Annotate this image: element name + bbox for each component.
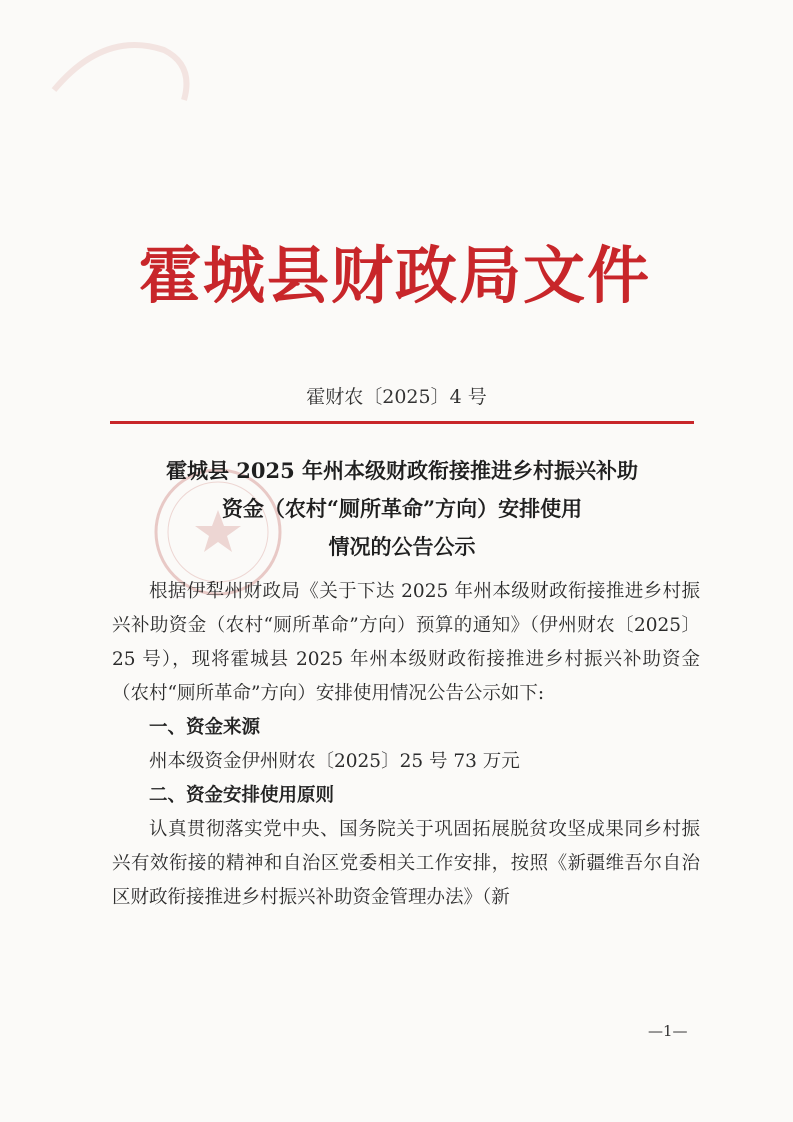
red-divider-line xyxy=(110,421,694,424)
document-body xyxy=(112,575,700,915)
page-number: —1— xyxy=(648,1022,688,1040)
intro-paragraph: 根据伊犁州财政局《关于下达 2025 年州本级财政衔接推进乡村振兴补助资金（农村“厕所革命”方向）预算的通知》（伊州财农〔2025〕25 号），现将霍城县 2025 年州本级财政衔接推进乡村振兴补助资金（农村“厕所革命”方向）安排使用情况公告公示如下: xyxy=(112,581,700,704)
section-heading-funding-source: 一、资金来源 xyxy=(149,717,261,738)
funding-source-paragraph: 州本级资金伊州财农〔2025〕25 号 73 万元 xyxy=(149,751,520,772)
red-header-title: 霍城县财政局文件 xyxy=(138,239,651,312)
announcement-title xyxy=(110,452,694,566)
section-heading-principles: 二、资金安排使用原则 xyxy=(149,785,335,806)
title-line-2: 资金（农村“厕所革命”方向）安排使用 xyxy=(221,496,583,521)
title-line-3: 情况的公告公示 xyxy=(328,534,476,559)
faint-stamp-mark xyxy=(44,20,204,110)
title-line-1: 霍城县 2025 年州本级财政衔接推进乡村振兴补助 xyxy=(165,458,639,483)
document-number: 霍财农〔2025〕4 号 xyxy=(306,386,487,408)
principles-paragraph: 认真贯彻落实党中央、国务院关于巩固拓展脱贫攻坚成果同乡村振兴有效衔接的精神和自治区党委相关工作安排，按照《新疆维吾尔自治区财政衔接推进乡村振兴补助资金管理办法》（新 xyxy=(112,819,700,908)
